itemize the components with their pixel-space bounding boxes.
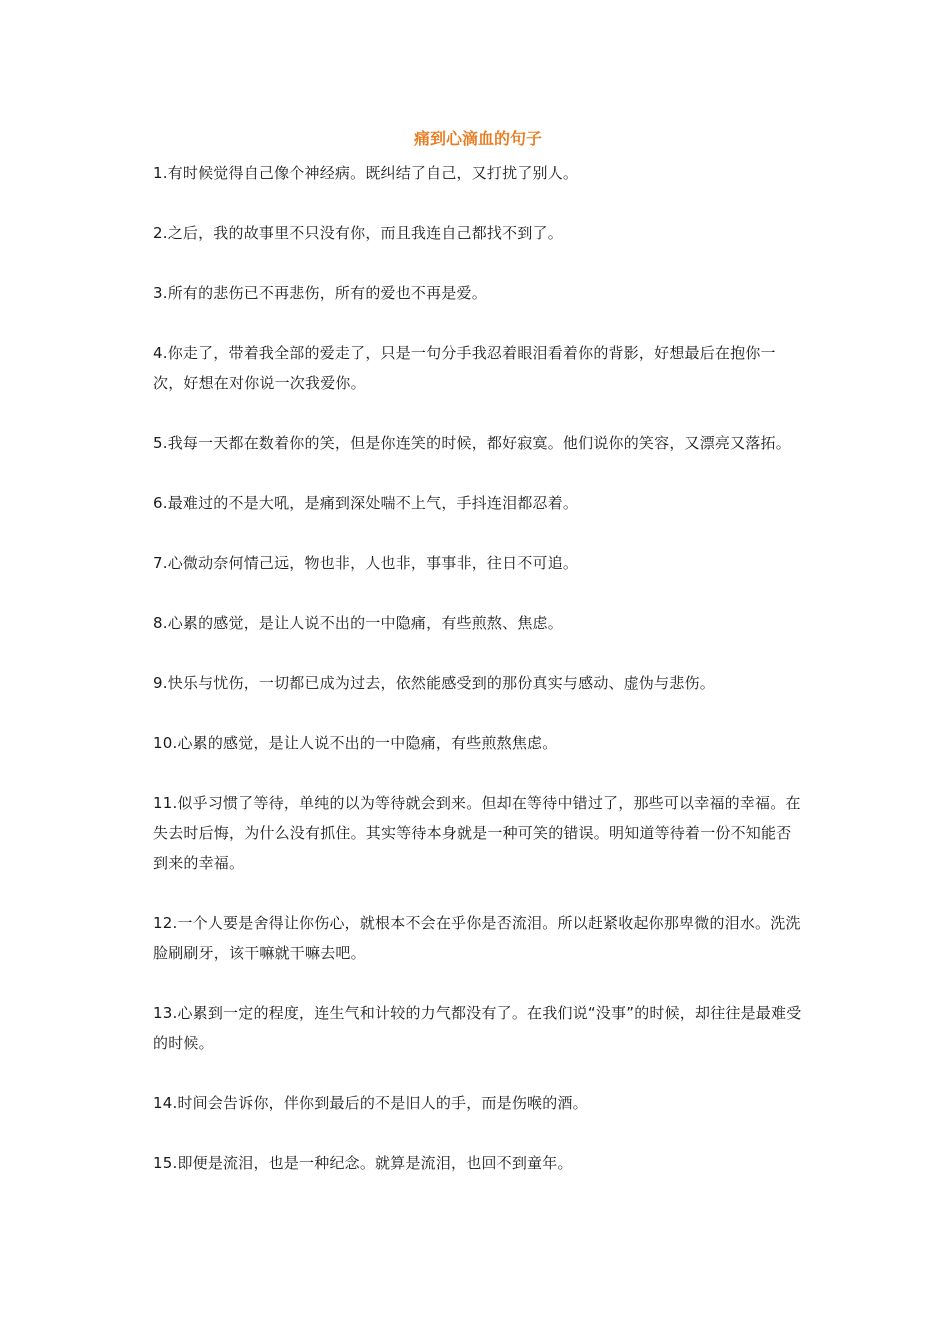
paragraph-8: 8.心累的感觉，是让人说不出的一中隐痛，有些煎熬、焦虑。 xyxy=(153,614,563,632)
paragraph-1: 1.有时候觉得自己像个神经病。既纠结了自己，又打扰了别人。 xyxy=(153,164,579,182)
paragraph-6: 6.最难过的不是大吼，是痛到深处喘不上气，手抖连泪都忍着。 xyxy=(153,494,579,512)
document-title: 痛到心滴血的句子 xyxy=(413,129,542,148)
paragraph-3: 3.所有的悲伤已不再悲伤，所有的爱也不再是爱。 xyxy=(153,284,487,302)
paragraph-5: 5.我每一天都在数着你的笑，但是你连笑的时候，都好寂寞。他们说你的笑容，又漂亮又落拓。 xyxy=(153,434,791,452)
paragraph-11: 11.似乎习惯了等待，单纯的以为等待就会到来。但却在等待中错过了，那些可以幸福的幸福。在失去时后悔，为什么没有抓住。其实等待本身就是一种可笑的错误。明知道等待着一份不知能否到来的幸福。 xyxy=(153,794,801,872)
paragraph-2: 2.之后，我的故事里不只没有你，而且我连自己都找不到了。 xyxy=(153,224,563,242)
paragraph-7: 7.心微动奈何情己远，物也非，人也非，事事非，往日不可追。 xyxy=(153,554,579,572)
paragraph-9: 9.快乐与忧伤，一切都已成为过去，依然能感受到的那份真实与感动、虚伪与悲伤。 xyxy=(153,674,715,692)
paragraph-14: 14.时间会告诉你，伴你到最后的不是旧人的手，而是伤喉的酒。 xyxy=(153,1094,588,1112)
document-page xyxy=(153,120,803,1208)
paragraph-4: 4.你走了，带着我全部的爱走了，只是一句分手我忍着眼泪看着你的背影，好想最后在抱你一次，好想在对你说一次我爱你。 xyxy=(153,344,776,392)
paragraph-13: 13.心累到一定的程度，连生气和计较的力气都没有了。在我们说“没事”的时候，却往往是最难受的时候。 xyxy=(153,1004,802,1052)
paragraph-12: 12.一个人要是舍得让你伤心，就根本不会在乎你是否流泪。所以赶紧收起你那卑微的泪水。洗洗脸刷刷牙，该干嘛就干嘛去吧。 xyxy=(153,914,801,962)
paragraph-10: 10.心累的感觉，是让人说不出的一中隐痛，有些煎熬焦虑。 xyxy=(153,734,558,752)
paragraph-15: 15.即便是流泪，也是一种纪念。就算是流泪，也回不到童年。 xyxy=(153,1154,573,1172)
